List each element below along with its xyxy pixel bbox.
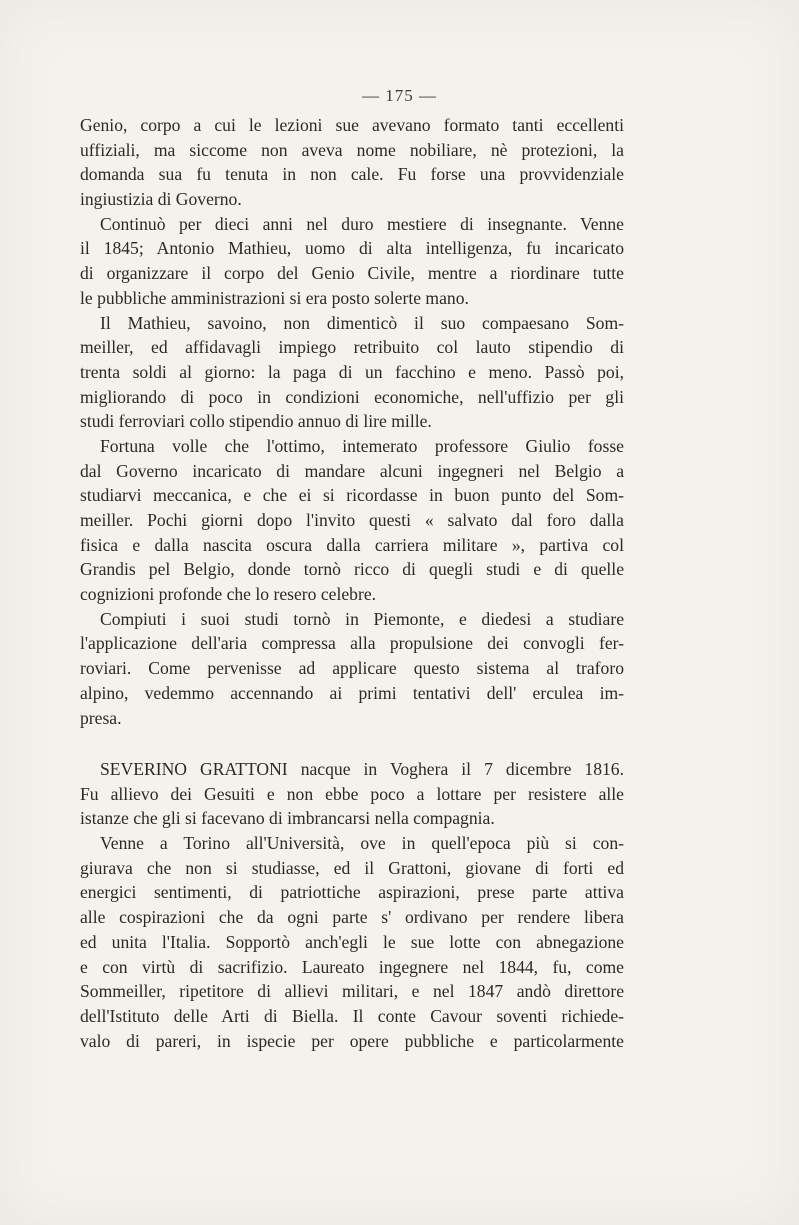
text-line: giurava che non si studiasse, ed il Grattoni, giovane di forti ed	[80, 857, 624, 878]
text-line: le pubbliche amministrazioni si era posto solerte mano.	[80, 287, 469, 308]
text-line: migliorando di poco in condizioni economiche, nell'uffizio per gli	[80, 386, 624, 407]
text-line: uffiziali, ma siccome non aveva nome nobiliare, nè protezioni, la	[80, 139, 624, 160]
text-line: trenta soldi al giorno: la paga di un facchino e meno. Passò poi,	[80, 361, 624, 382]
text-line: Sommeiller, ripetitore di allievi militari, e nel 1847 andò direttore	[80, 981, 624, 1002]
text-line: ingiustizia di Governo.	[80, 189, 242, 210]
text-line: SEVERINO GRATTONI nacque in Voghera il 7 dicembre 1816.	[100, 759, 624, 779]
text-line: ed unita l'Italia. Sopportò anch'egli le sue lotte con abnegazione	[80, 931, 624, 952]
text-line: Grandis pel Belgio, donde tornò ricco di quegli studi e di quelle	[80, 559, 624, 580]
text-line: Continuò per dieci anni nel duro mestiere di insegnante. Venne	[100, 213, 624, 234]
text-line: Il Mathieu, savoino, non dimenticò il suo compaesano Som-	[100, 312, 624, 333]
text-line: domanda sua fu tenuta in non cale. Fu forse una provvidenziale	[80, 164, 624, 185]
text-line: fisica e dalla nascita oscura dalla carriera militare », partiva col	[80, 534, 624, 555]
text-line: alpino, vedemmo accennando ai primi tentativi dell' erculea im-	[80, 682, 624, 703]
text-line: istanze che gli si facevano di imbrancarsi nella compagnia.	[80, 808, 495, 829]
text-line: Fu allievo dei Gesuiti e non ebbe poco a lottare per resistere alle	[80, 783, 624, 804]
text-line: studiarvi meccanica, e che ei si ricordasse in buon punto del Som-	[80, 485, 624, 506]
text-line: e con virtù di sacrifizio. Laureato ingegnere nel 1844, fu, come	[80, 956, 624, 977]
text-line: Venne a Torino all'Università, ove in quell'epoca più si con-	[100, 833, 624, 854]
text-line: valo di pareri, in ispecie per opere pubbliche e particolarmente	[80, 1030, 624, 1051]
page-number: — 175 —	[362, 86, 437, 105]
text-line: studi ferroviari collo stipendio annuo di lire mille.	[80, 411, 432, 432]
text-line: Fortuna volle che l'ottimo, intemerato professore Giulio fosse	[100, 435, 624, 456]
text-line: di organizzare il corpo del Genio Civile, mentre a riordinare tutte	[80, 263, 624, 284]
text-line: dell'Istituto delle Arti di Biella. Il conte Cavour soventi richiede-	[80, 1005, 624, 1026]
text-line: Compiuti i suoi studi tornò in Piemonte, e diedesi a studiare	[100, 608, 624, 629]
text-line: roviari. Come pervenisse ad applicare questo sistema al traforo	[80, 658, 624, 679]
text-line: presa.	[80, 707, 122, 728]
text-line: energici sentimenti, di patriottiche aspirazioni, prese parte attiva	[80, 882, 624, 903]
text-line: alle cospirazioni che da ogni parte s' ordivano per rendere libera	[80, 907, 624, 928]
text-line: cognizioni profonde che lo resero celebre.	[80, 584, 377, 605]
text-line: meiller, ed affidavagli impiego retribuito col lauto stipendio di	[80, 337, 624, 358]
text-line: Genio, corpo a cui le lezioni sue avevano formato tanti eccellenti	[80, 115, 624, 135]
text-block-sommeiller	[80, 113, 624, 730]
text-line: il 1845; Antonio Mathieu, uomo di alta intelligenza, fu incaricato	[80, 238, 624, 259]
text-block-grattoni	[80, 757, 624, 1053]
text-line: dal Governo incaricato di mandare alcuni ingegneri nel Belgio a	[80, 460, 624, 481]
text-line: l'applicazione dell'aria compressa alla propulsione dei convogli fer-	[80, 633, 624, 654]
text-line: meiller. Pochi giorni dopo l'invito questi « salvato dal foro dalla	[80, 510, 624, 530]
